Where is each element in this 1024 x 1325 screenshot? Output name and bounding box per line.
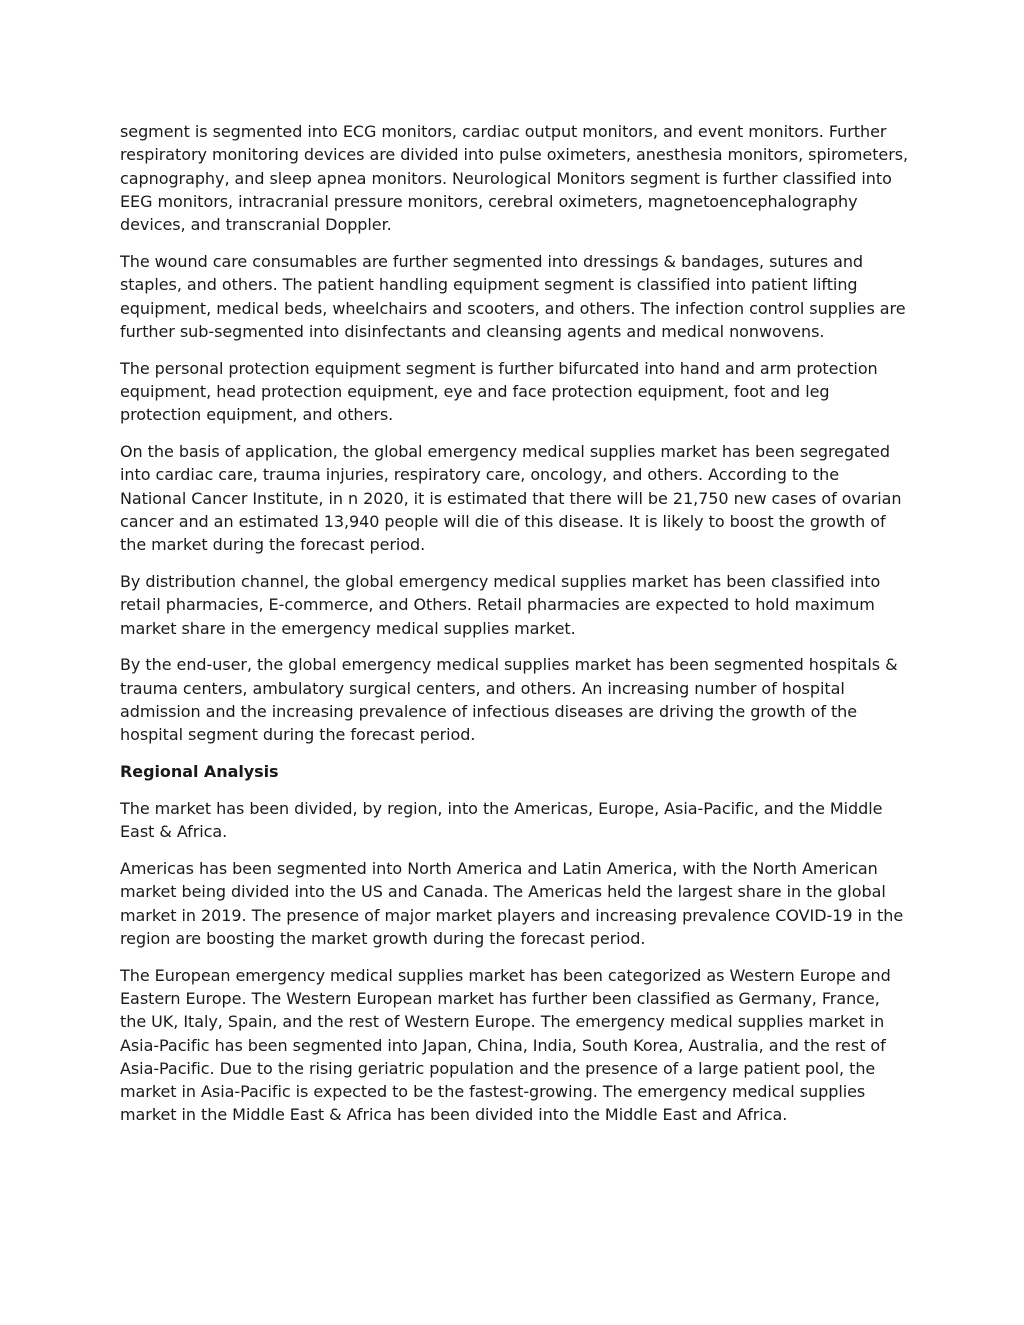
paragraph-americas: Americas has been segmented into North America and Latin America, with the North American market being divided into the US and Canada. The Americas held the largest share in the global market in 2019. The presence of major market players and increasing prevalence COVID-19 in the region are boosting the market growth during the forecast period. <box>120 859 904 948</box>
paragraph-end-user: By the end-user, the global emergency medical supplies market has been segmented hospitals & trauma centers, ambulatory surgical centers, and others. An increasing number of hospital admission and the increasing prevalence of infectious diseases are driving the growth of the hospital segment during the forecast period. <box>120 655 898 745</box>
paragraph-wound-care: The wound care consumables are further segmented into dressings & bandages, sutures and staples, and others. The patient handling equipment segment is classified into patient lifting equipment, medical beds, wheelchairs and scooters, and others. The infection control supplies are further sub-segmented into disinfectants and cleansing agents and medical nonwovens. <box>120 251 906 341</box>
section-heading-regional-analysis: Regional Analysis <box>120 762 279 782</box>
paragraph-personal-protection: The personal protection equipment segment is further bifurcated into hand and arm protection equipment, head protection equipment, eye and face protection equipment, foot and leg protection equipment, and others. <box>120 358 878 425</box>
paragraph-application: On the basis of application, the global emergency medical supplies market has been segregated into cardiac care, trauma injuries, respiratory care, oncology, and others. According to the National Cancer Institute, in n 2020, it is estimated that there will be 21,750 new cases of ovarian cancer and an estimated 13,940 people will die of this disease. It is likely to boost the growth of the market during the forecast period. <box>120 442 902 555</box>
paragraph-regions: The market has been divided, by region, into the Americas, Europe, Asia-Pacific, and the Middle East & Africa. <box>120 798 883 842</box>
paragraph-europe-apac-mea: The European emergency medical supplies market has been categorized as Western Europe and Eastern Europe. The Western European market has further been classified as Germany, France, the UK, Italy, Spain, and the rest of Western Europe. The emergency medical supplies market in Asia-Pacific has been segmented into Japan, China, India, South Korea, Australia, and the rest of Asia-Pacific. Due to the rising geriatric population and the presence of a large patient pool, the market in Asia-Pacific is expected to be the fastest-growing. The emergency medical supplies market in the Middle East & Africa has been divided into the Middle East and Africa. <box>120 965 891 1125</box>
document-page <box>120 120 910 1140</box>
paragraph-monitors-segments: segment is segmented into ECG monitors, cardiac output monitors, and event monitors. Further respiratory monitoring devices are divided into pulse oximeters, anesthesia monitors, spirometers, capnography, and sleep apnea monitors. Neurological Monitors segment is further classified into EEG monitors, intracranial pressure monitors, cerebral oximeters, magnetoencephalography devices, and transcranial Doppler. <box>120 122 909 235</box>
paragraph-distribution-channel: By distribution channel, the global emergency medical supplies market has been classified into retail pharmacies, E-commerce, and Others. Retail pharmacies are expected to hold maximum market share in the emergency medical supplies market. <box>120 572 881 638</box>
